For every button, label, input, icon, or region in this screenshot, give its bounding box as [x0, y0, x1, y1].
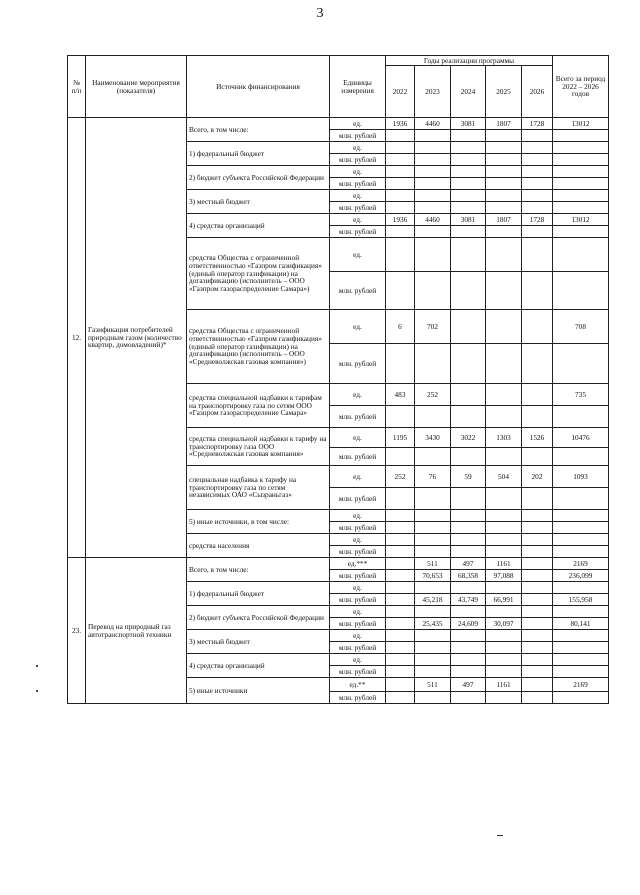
value-cell [451, 384, 486, 406]
value-cell: 511 [415, 558, 451, 570]
total-cell: 236,099 [553, 570, 609, 582]
unit-cell: млн. рублей [330, 666, 386, 678]
unit-cell: млн. рублей [330, 642, 386, 654]
value-cell: 76 [415, 466, 451, 488]
unit-cell: млн. рублей [330, 618, 386, 630]
unit-cell: ед. [330, 582, 386, 594]
header-year: 2023 [415, 66, 451, 118]
value-cell: 45,218 [415, 594, 451, 606]
value-cell: 1526 [522, 428, 553, 448]
value-cell: 70,653 [415, 570, 451, 582]
scan-mark [36, 690, 38, 692]
value-cell: 702 [415, 310, 451, 344]
header-year: 2026 [522, 66, 553, 118]
value-cell [522, 594, 553, 606]
header-year: 2025 [486, 66, 522, 118]
total-cell: 13012 [553, 118, 609, 130]
unit-cell: млн. рублей [330, 570, 386, 582]
unit-cell: млн. рублей [330, 154, 386, 166]
value-cell: 59 [451, 466, 486, 488]
row-number: 23. [68, 558, 86, 704]
header-num: № п/п [68, 56, 86, 118]
value-cell: 252 [386, 466, 415, 488]
value-cell [522, 570, 553, 582]
value-cell: 43,749 [451, 594, 486, 606]
unit-cell: млн. рублей [330, 522, 386, 534]
source-cell: 5) иные источники, в том числе: [187, 510, 330, 534]
unit-cell: млн. рублей [330, 692, 386, 704]
source-cell: 4) средства организаций [187, 214, 330, 238]
measure-name: Перевод на природный газ автотранспортной техники [86, 558, 187, 704]
value-cell: 24,609 [451, 618, 486, 630]
unit-cell: ед. [330, 190, 386, 202]
header-unit: Единицы измерения [330, 56, 386, 118]
unit-cell: млн. рублей [330, 448, 386, 466]
source-cell: 3) местный бюджет [187, 190, 330, 214]
unit-cell: млн. рублей [330, 546, 386, 558]
value-cell: 1303 [486, 428, 522, 448]
total-cell: 1093 [553, 466, 609, 488]
unit-cell: млн. рублей [330, 130, 386, 142]
source-cell: 2) бюджет субъекта Российской Федерации [187, 606, 330, 630]
value-cell: 202 [522, 466, 553, 488]
value-cell: 1936 [386, 118, 415, 130]
unit-cell: ед.*** [330, 558, 386, 570]
value-cell: 483 [386, 384, 415, 406]
scan-mark [497, 835, 503, 836]
source-cell: 2) бюджет субъекта Российской Федерации [187, 166, 330, 190]
header-source: Источник финансирования [187, 56, 330, 118]
value-cell: 3081 [451, 118, 486, 130]
unit-cell: млн. рублей [330, 272, 386, 310]
total-cell: 2169 [553, 678, 609, 692]
value-cell [386, 618, 415, 630]
total-cell: 13012 [553, 214, 609, 226]
value-cell [522, 618, 553, 630]
value-cell: 1807 [486, 118, 522, 130]
unit-cell: ед. [330, 606, 386, 618]
value-cell: 4460 [415, 118, 451, 130]
header-year: 2022 [386, 66, 415, 118]
value-cell [486, 310, 522, 344]
value-cell: 3022 [451, 428, 486, 448]
total-cell: 80,141 [553, 618, 609, 630]
source-cell: специальная надбавка к тарифу на транспортировку газа по сетям независимых ОАО «Сызраньгаз» [187, 466, 330, 510]
unit-cell: ед. [330, 166, 386, 178]
source-cell: средства Общества с ограниченной ответственностью «Газпром газификация» (единый оператор газификации) на догазификацию (исполнитель – ООО «Газпром газораспределение Самара») [187, 238, 330, 310]
source-cell: 5) иные источники [187, 678, 330, 704]
value-cell: 497 [451, 558, 486, 570]
source-cell: Всего, в том числе: [187, 558, 330, 582]
header-total: Всего за период 2022 – 2026 годов [553, 56, 609, 118]
source-cell: средства специальной надбавки к тарифам на транспортировку газа по сетям ООО «Газпром газораспределение Самара» [187, 384, 330, 428]
unit-cell: ед. [330, 214, 386, 226]
value-cell: 4460 [415, 214, 451, 226]
page-number: 3 [316, 6, 324, 21]
unit-cell: ед. [330, 466, 386, 488]
value-cell: 3430 [415, 428, 451, 448]
value-cell: 3081 [451, 214, 486, 226]
value-cell [386, 678, 415, 692]
total-cell: 10476 [553, 428, 609, 448]
unit-cell: ед. [330, 142, 386, 154]
value-cell: 6 [386, 310, 415, 344]
value-cell: 1161 [486, 678, 522, 692]
scan-mark [36, 665, 38, 667]
value-cell [522, 310, 553, 344]
source-cell: 1) федеральный бюджет [187, 582, 330, 606]
total-cell: 735 [553, 384, 609, 406]
value-cell: 1936 [386, 214, 415, 226]
unit-cell: ед. [330, 534, 386, 546]
value-cell: 30,097 [486, 618, 522, 630]
source-cell: Всего, в том числе: [187, 118, 330, 142]
value-cell: 1161 [486, 558, 522, 570]
source-cell: 1) федеральный бюджет [187, 142, 330, 166]
unit-cell: млн. рублей [330, 178, 386, 190]
value-cell: 66,991 [486, 594, 522, 606]
unit-cell: ед. [330, 384, 386, 406]
value-cell: 1807 [486, 214, 522, 226]
source-cell: средства специальной надбавки к тарифу на транспортировку газа ООО «Средневолжская газовая компания» [187, 428, 330, 466]
value-cell: 25,435 [415, 618, 451, 630]
program-table [67, 55, 609, 704]
unit-cell: ед.** [330, 678, 386, 692]
unit-cell: млн. рублей [330, 344, 386, 384]
value-cell [522, 678, 553, 692]
value-cell: 252 [415, 384, 451, 406]
value-cell [386, 570, 415, 582]
source-cell: 4) средства организаций [187, 654, 330, 678]
value-cell: 497 [451, 678, 486, 692]
unit-cell: ед. [330, 510, 386, 522]
value-cell [386, 558, 415, 570]
source-cell: средства населения [187, 534, 330, 558]
total-cell: 708 [553, 310, 609, 344]
total-cell: 155,958 [553, 594, 609, 606]
unit-cell: ед. [330, 630, 386, 642]
total-cell: 2169 [553, 558, 609, 570]
unit-cell: ед. [330, 310, 386, 344]
source-cell: средства Общества с ограниченной ответственностью «Газпром газификация» (единый оператор газификации) на догазификацию (исполнитель – ООО «Средневолжская газовая компания») [187, 310, 330, 384]
source-cell: 3) местный бюджет [187, 630, 330, 654]
header-years-group: Годы реализации программы [386, 56, 553, 66]
value-cell: 1728 [522, 214, 553, 226]
value-cell [522, 384, 553, 406]
header-year: 2024 [451, 66, 486, 118]
value-cell: 97,088 [486, 570, 522, 582]
unit-cell: ед. [330, 428, 386, 448]
measure-name: Газификация потребителей природным газом (количество квартир, домовладений)* [86, 118, 187, 558]
unit-cell: млн. рублей [330, 202, 386, 214]
value-cell: 511 [415, 678, 451, 692]
value-cell: 68,358 [451, 570, 486, 582]
unit-cell: млн. рублей [330, 488, 386, 510]
value-cell: 504 [486, 466, 522, 488]
unit-cell: ед. [330, 118, 386, 130]
header-name: Наименование мероприятия (показателя) [86, 56, 187, 118]
value-cell [486, 384, 522, 406]
unit-cell: млн. рублей [330, 406, 386, 428]
value-cell [522, 558, 553, 570]
unit-cell: млн. рублей [330, 594, 386, 606]
row-number: 12. [68, 118, 86, 558]
value-cell [451, 310, 486, 344]
value-cell: 1195 [386, 428, 415, 448]
value-cell: 1728 [522, 118, 553, 130]
unit-cell: ед. [330, 654, 386, 666]
unit-cell: ед. [330, 238, 386, 272]
value-cell [386, 594, 415, 606]
unit-cell: млн. рублей [330, 226, 386, 238]
